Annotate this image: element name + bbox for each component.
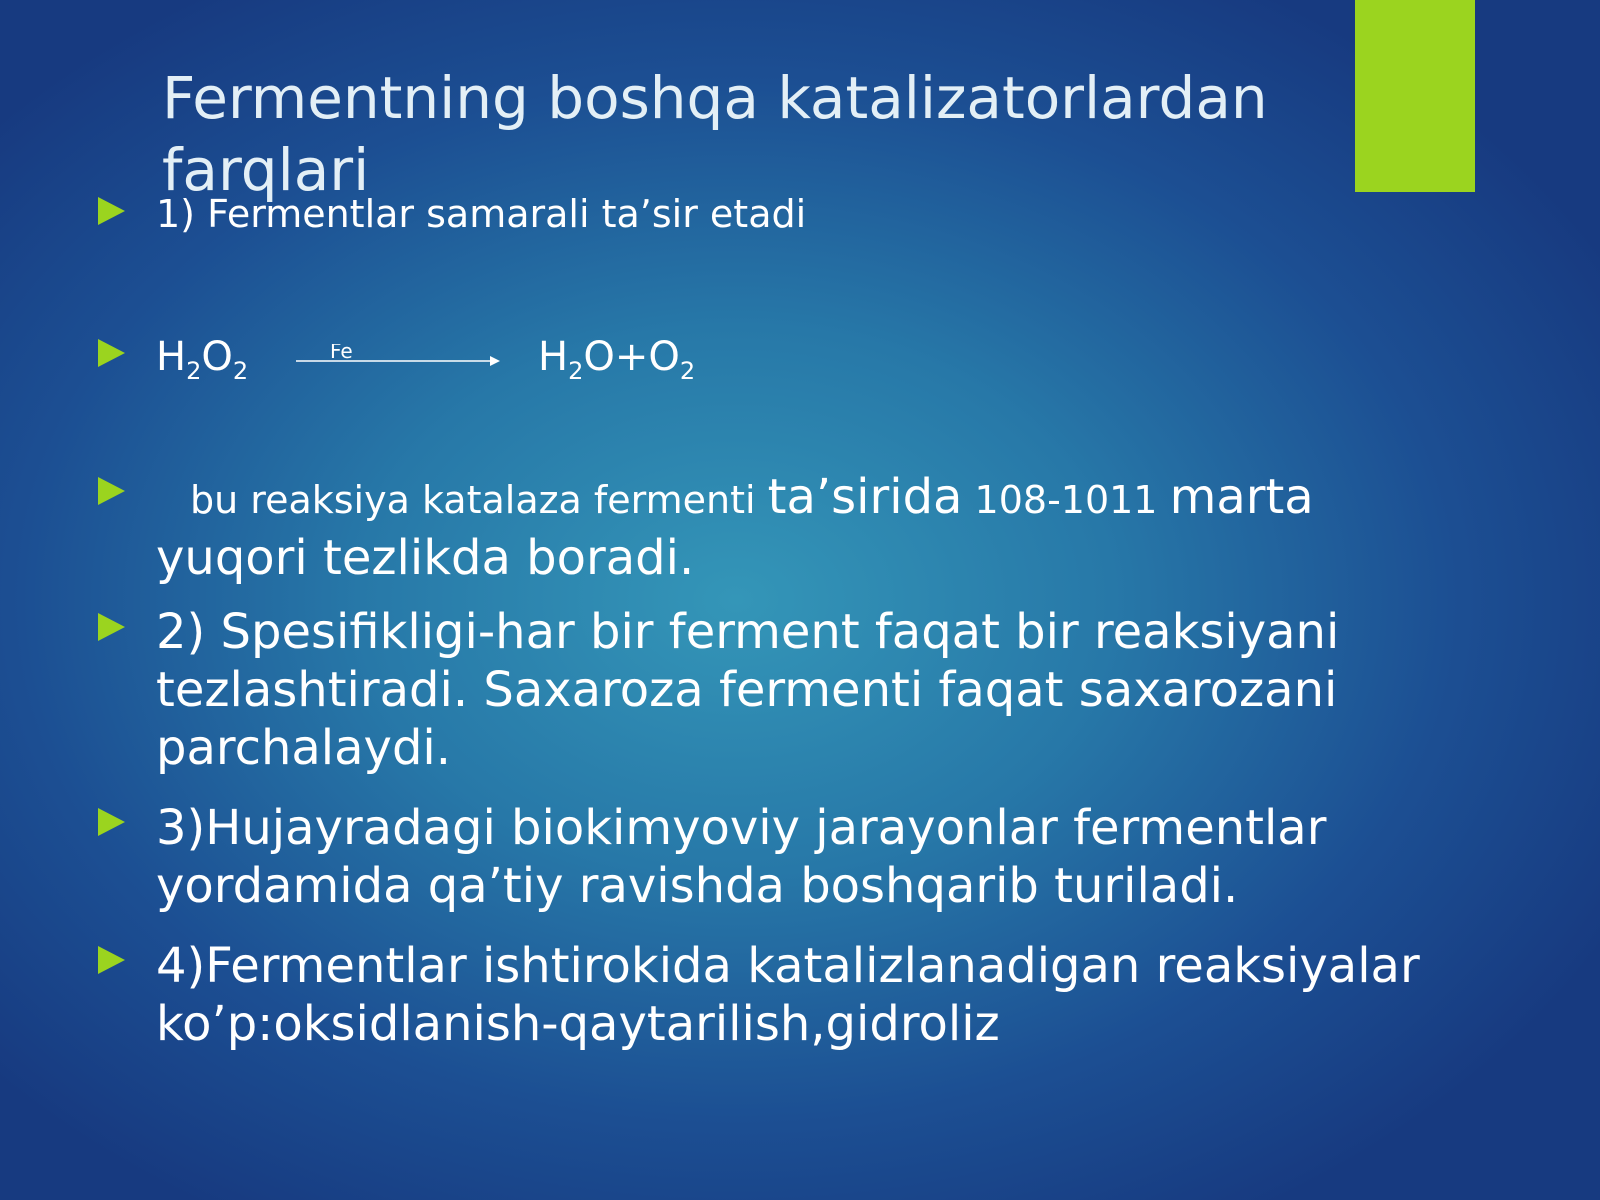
slide-title: Fermentning boshqa katalizatorlardan farqlari [162, 64, 1268, 204]
bullet-icon [98, 339, 125, 367]
bullet-icon [98, 197, 125, 225]
product: $H_2O+O_2$ [538, 334, 696, 385]
bullet-text-1: 1) Fermentlar samarali ta’sir etadi [156, 192, 807, 236]
bullet-text-6: 4)Fermentlar ishtirokida katalizlanadigan reaksiyalar ko’p:oksidlanish-qaytarilish,gidroliz [156, 938, 1420, 1052]
bullet-text-4: 2) Spesifikligi-har bir ferment faqat bir reaksiyani tezlashtiradi. Saxaroza fermenti faqat saxarozani parchalaydi. [156, 604, 1340, 776]
accent-bar [1355, 0, 1475, 192]
reaction-formula [156, 334, 756, 394]
bullet-icon [98, 477, 125, 505]
bullet-icon [98, 946, 125, 974]
reactant: $H_2O_2$ [156, 334, 249, 385]
bullet-icon [98, 613, 125, 641]
bullet-text-5: 3)Hujayradagi biokimyoviy jarayonlar fermentlar yordamida qa’tiy ravishda boshqarib turiladi. [156, 800, 1327, 914]
bullet-icon [98, 808, 125, 836]
catalyst-label: Fe [330, 344, 353, 363]
reaction-arrow-icon [296, 344, 506, 374]
bullet-text-3: bu reaksiya katalaza fermenti ta’sirida 108-1011 marta yuqori tezlikda boradi. [156, 469, 1314, 586]
